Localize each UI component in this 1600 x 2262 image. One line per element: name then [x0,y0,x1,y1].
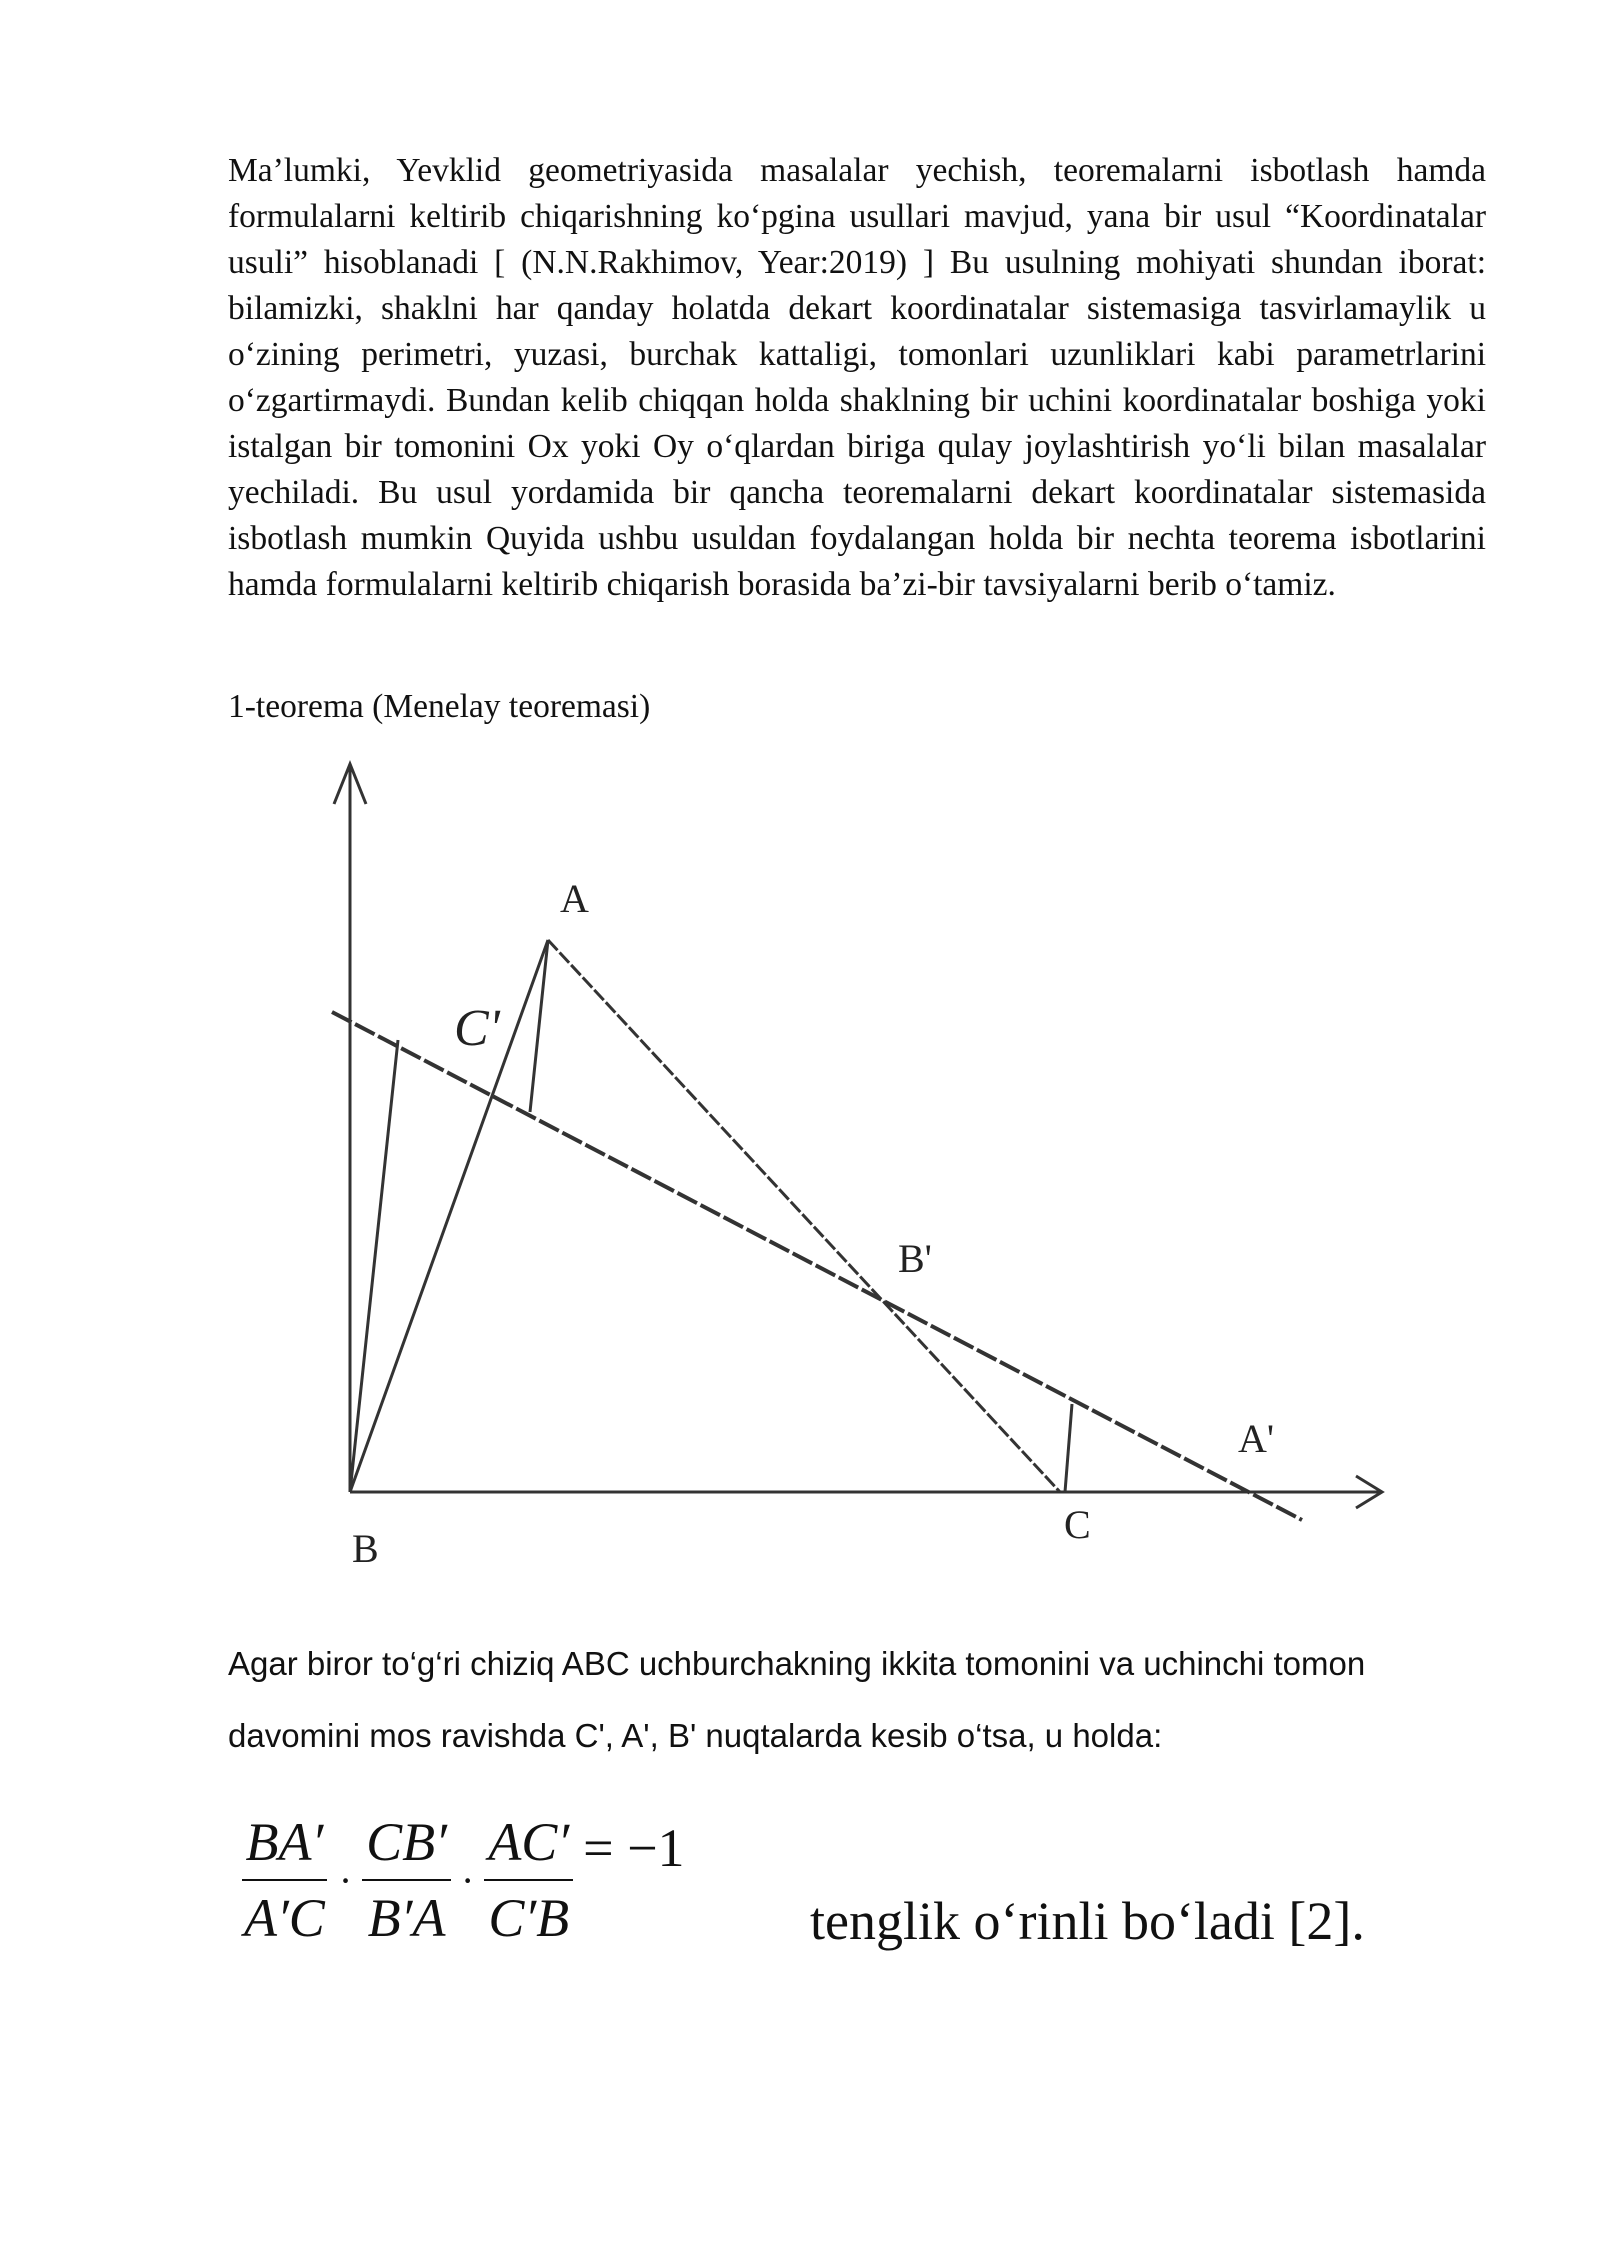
equals-minus-one: = −1 [583,1818,685,1878]
fraction-1: $\frac{BA'}{A'C}$ [240,1811,329,1949]
fraction-2: $\frac{CB'}{B'A}$ [362,1811,451,1949]
statement-line-1: Agar biror to‘g‘ri chiziq ABC uchburchakning ikkita tomonini va uchinchi tomon [228,1645,1366,1682]
dot-1: · [338,1857,353,1903]
secant-line [332,1012,1302,1520]
label-C: C [1064,1502,1091,1547]
label-A-prime: A' [1238,1416,1275,1461]
fraction-3: $\frac{AC'}{C'B}$ [484,1811,573,1949]
statement-line-2: davomini mos ravishda C', A', B' nuqtalarda kesib o‘tsa, u holda: [228,1717,1163,1754]
menelaus-figure [320,750,1400,1580]
label-B-prime: B' [898,1236,932,1281]
label-B: B [352,1526,379,1571]
menelaus-formula [240,1800,685,1960]
side-AC [548,940,1060,1492]
formula-caption: tenglik o‘rinli bo‘ladi [2]. [810,1891,1365,1951]
intro-paragraph: Ma’lumki, Yevklid geometriyasida masalalar yechish, teoremalarni isbotlash hamda formulalarni keltirib chiqarishning ko‘pgina usullari mavjud, yana bir usul “Koordinatalar usuli” hisoblanadi [ (N.N.Rakhimov, Year:2019) ] Bu usulning mohiyati shundan iborat: bilamizki, shaklni har qanday holatda dekart koordinatalar sistemasiga tasvirlamaylik u o‘zining perimetri, yuzasi, burchak kattaligi, tomonlari uzunliklari kabi parametrlarini o‘zgartirmaydi. Bundan kelib chiqqan holda shaklning bir uchini koordinatalar boshiga yoki istalgan bir tomonini Ox yoki Oy o‘qlardan biriga qulay joylashtirish yo‘li bilan masalalar yechiladi. Bu usul yordamida bir qancha teoremalarni dekart koordinatalar sistemasida isbotlash mumkin Quyida ushbu usuldan foydalangan holda bir nechta teorema isbotlarini hamda formulalarni keltirib chiqarish borasida ba’zi-bir tavsiyalarni berib o‘tamiz. [228,152,1486,603]
label-A: A [560,876,589,921]
theorem-heading: 1-teorema (Menelay teoremasi) [228,688,651,725]
perp-3 [1065,1404,1072,1492]
dot-2: · [460,1857,475,1903]
label-C-prime: C' [454,1000,500,1057]
